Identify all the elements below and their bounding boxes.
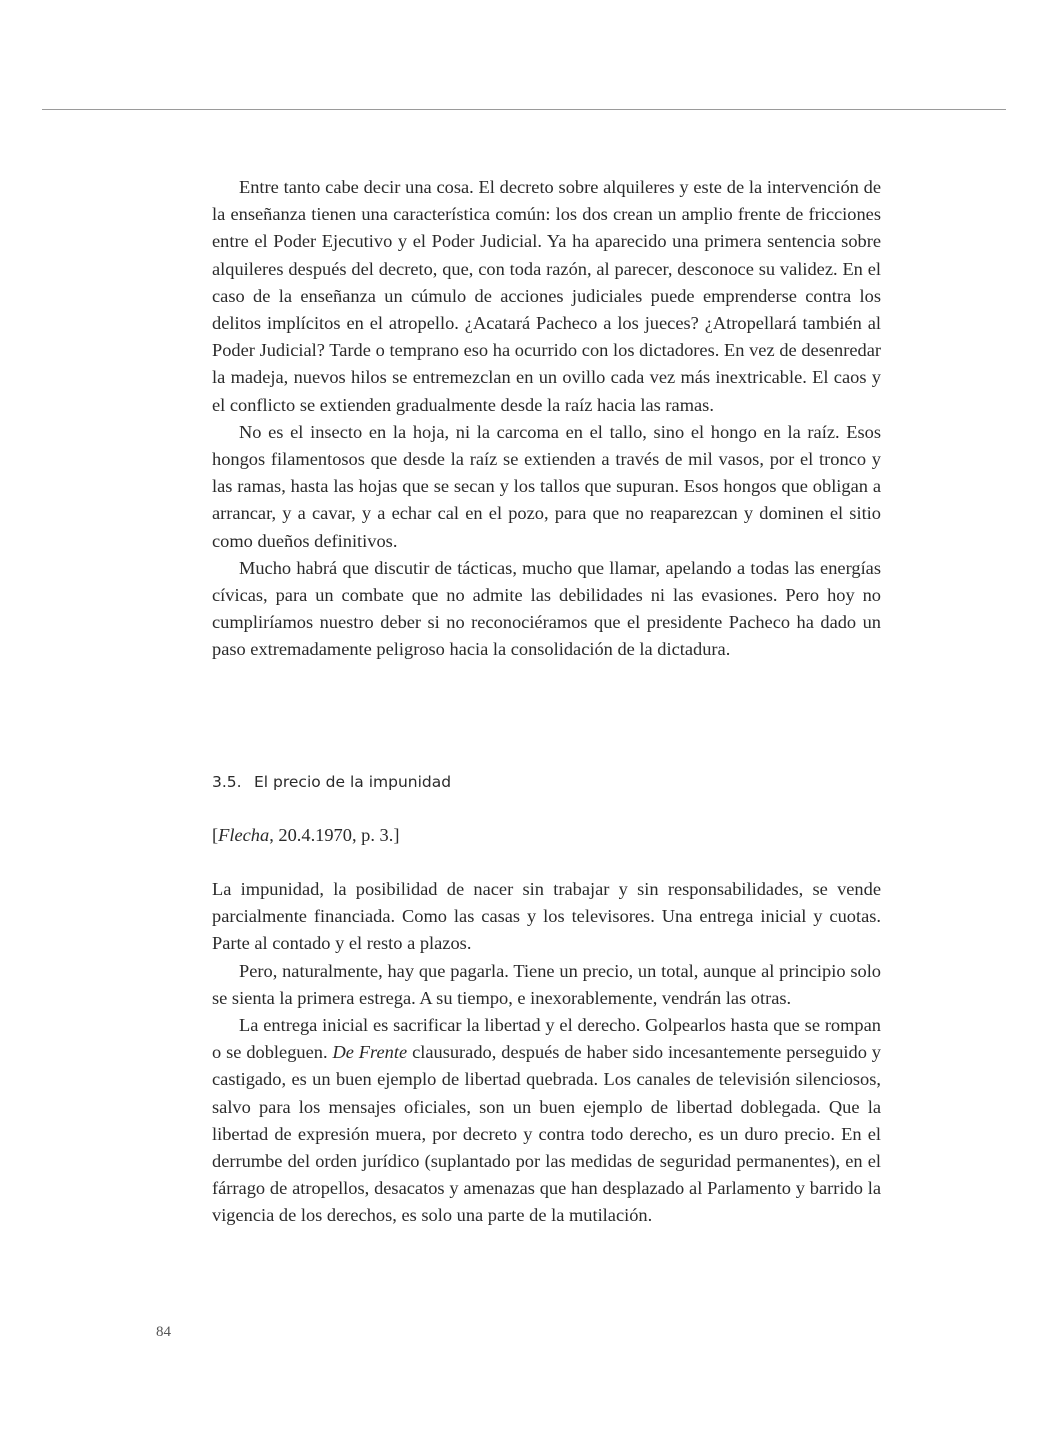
paragraph: Mucho habrá que discutir de tácticas, mucho que llamar, apelando a todas las energías cívicas, para un combate que no admite las debilidades ni las evasiones. Pero hoy no cumpliríamos nuestro deber si no reconociéramos que el presidente Pacheco ha dado un paso extremadamente peligroso hacia la consolidación de la dictadura.: [212, 557, 881, 660]
paragraph-part: La entrega inicial es sacrificar la libertad y el derecho. Golpearlos hasta que se rompan o se dobleguen.: [212, 1015, 881, 1063]
section-b-text: [212, 876, 881, 1230]
citation-details: , 20.4.1970, p. 3.]: [269, 825, 400, 845]
section-number: 3.5.: [212, 773, 242, 791]
citation-bracket: [: [212, 825, 219, 845]
section-heading: [212, 770, 451, 794]
newspaper-title: De Frente: [332, 1042, 408, 1063]
paragraph: No es el insecto en la hoja, ni la carcoma en el tallo, sino el hongo en la raíz. Esos hongos filamentosos que desde la raíz se extienden a través de mil vasos, por el tronco y las ramas, hasta las hojas que se secan y los tallos que supuran. Esos hongos que obligan a arrancar, y a cavar, y a echar cal en el pozo, para que no reaparezcan y dominen el sitio como dueños definitivos.: [212, 421, 881, 551]
source-citation: [212, 822, 399, 849]
paragraph: Entre tanto cabe decir una cosa. El decreto sobre alquileres y este de la intervención de la enseñanza tienen una característica común: los dos crean un amplio frente de fricciones entre el Poder Ejecutivo y el Poder Judicial. Ya ha aparecido una primera sentencia sobre alquileres después del decreto, que, con toda razón, al parecer, desconoce su validez. En el caso de la enseñanza un cúmulo de acciones judiciales puede emprenderse contra los delitos implícitos en el atropello. ¿Acatará Pacheco a los jueces? ¿Atropellará también al Poder Judicial? Tarde o temprano eso ha ocurrido con los dictadores. En vez de desenredar la madeja, nuevos hilos se entremezclan en un ovillo cada vez más inextricable. El caos y el conflicto se extienden gradualmente desde la raíz hacia las ramas.: [212, 177, 881, 415]
section-a-text: [212, 174, 881, 664]
section-title: El precio de la impunidad: [254, 773, 452, 791]
citation-source: Flecha: [218, 825, 270, 845]
paragraph-part: clausurado, después de haber sido incesantemente perseguido y castigado, es un buen ejemplo de libertad quebrada. Los canales de televisión silenciosos, salvo para los mensajes oficiales, son un buen ejemplo de libertad doblegada. Que la libertad de expresión muera, por decreto y contra todo derecho, es un duro precio. En el derrumbe del orden jurídico (suplantado por las medidas de seguridad permanentes), en el fárrago de atropellos, desacatos y amenazas que han desplazado al Parlamento y barrido la vigencia de los derechos, es solo una parte de la mutilación.: [212, 1042, 882, 1226]
paragraph: La impunidad, la posibilidad de nacer sin trabajar y sin responsabilidades, se vende parcialmente financiada. Como las casas y los televisores. Una entrega inicial y cuotas. Parte al contado y el resto a plazos.: [212, 879, 881, 954]
paragraph: Pero, naturalmente, hay que pagarla. Tiene un precio, un total, aunque al principio solo se sienta la primera estrega. A su tiempo, e inexorablemente, vendrán las otras.: [212, 960, 881, 1008]
header-rule: [42, 109, 1006, 110]
page-number: 84: [156, 1324, 171, 1340]
paragraph: [212, 1012, 881, 1230]
